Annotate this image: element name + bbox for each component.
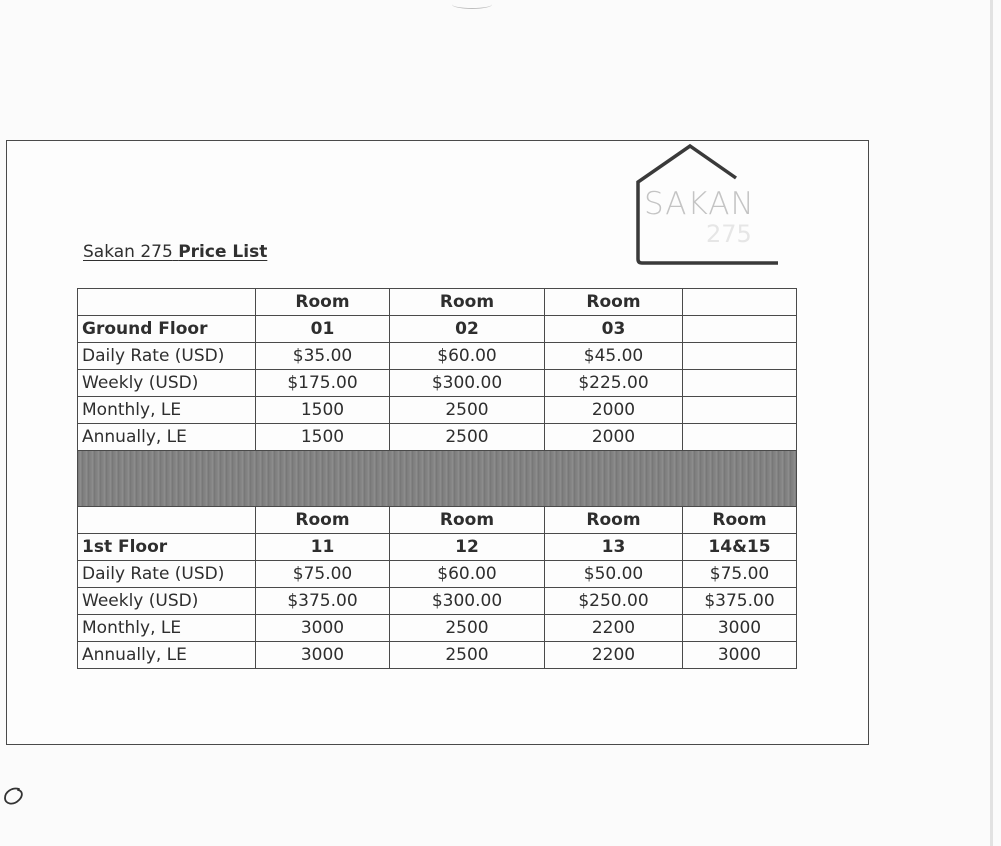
rate-label: Daily Rate (USD): [78, 561, 256, 588]
price-list-frame: [6, 140, 869, 745]
room-number: 02: [390, 316, 545, 343]
rate-value: $60.00: [390, 343, 545, 370]
logo-number: 275: [706, 220, 752, 248]
rate-value: $375.00: [256, 588, 390, 615]
first-floor-row: [78, 534, 797, 561]
floor-separator-band: [78, 451, 797, 507]
table-cell: [78, 289, 256, 316]
floor-label: Ground Floor: [78, 316, 256, 343]
rate-value: [683, 343, 797, 370]
rate-value: 2500: [390, 615, 545, 642]
table-cell: Room: [390, 289, 545, 316]
floor-label: 1st Floor: [78, 534, 256, 561]
rate-value: $225.00: [545, 370, 683, 397]
rate-label: Daily Rate (USD): [78, 343, 256, 370]
rate-value: $45.00: [545, 343, 683, 370]
rate-value: [683, 397, 797, 424]
room-number: 11: [256, 534, 390, 561]
table-row: [78, 343, 797, 370]
sakan-logo: [630, 142, 780, 270]
rate-value: $175.00: [256, 370, 390, 397]
rate-value: $250.00: [545, 588, 683, 615]
table-row: [78, 561, 797, 588]
room-number: 03: [545, 316, 683, 343]
logo-word: SAKAN: [644, 186, 755, 222]
table-row: [78, 642, 797, 669]
table-row: [78, 370, 797, 397]
rate-value: $50.00: [545, 561, 683, 588]
room-number: 01: [256, 316, 390, 343]
page-title: [83, 242, 267, 262]
rate-value: $300.00: [390, 370, 545, 397]
rate-value: $375.00: [683, 588, 797, 615]
table-row: [78, 588, 797, 615]
table-row: [78, 615, 797, 642]
title-prefix: Sakan 275: [83, 242, 173, 262]
rate-value: 3000: [256, 642, 390, 669]
table-row: [78, 397, 797, 424]
rate-value: 1500: [256, 397, 390, 424]
rate-label: Weekly (USD): [78, 370, 256, 397]
rate-value: $75.00: [683, 561, 797, 588]
rate-value: $60.00: [390, 561, 545, 588]
first-room-header-row: [78, 507, 797, 534]
rate-value: [683, 424, 797, 451]
rate-label: Monthly, LE: [78, 397, 256, 424]
rate-value: $300.00: [390, 588, 545, 615]
table-cell: Room: [390, 507, 545, 534]
ground-room-header-row: [78, 289, 797, 316]
rate-label: Annually, LE: [78, 642, 256, 669]
rate-value: 1500: [256, 424, 390, 451]
rate-value: [683, 370, 797, 397]
top-scan-mark: [452, 0, 492, 9]
rate-value: 2200: [545, 642, 683, 669]
table-cell: Room: [256, 289, 390, 316]
rate-value: 2500: [390, 397, 545, 424]
room-number: 13: [545, 534, 683, 561]
rate-value: 2500: [390, 642, 545, 669]
rate-value: $35.00: [256, 343, 390, 370]
rate-value: 2000: [545, 424, 683, 451]
table-row: [78, 424, 797, 451]
table-cell: Room: [256, 507, 390, 534]
rate-value: 2000: [545, 397, 683, 424]
separator-cell: [78, 451, 797, 507]
table-cell: [683, 289, 797, 316]
room-number: 14&15: [683, 534, 797, 561]
table-cell: Room: [545, 507, 683, 534]
rate-value: 2200: [545, 615, 683, 642]
rate-label: Weekly (USD): [78, 588, 256, 615]
rate-label: Monthly, LE: [78, 615, 256, 642]
table-cell: [78, 507, 256, 534]
rate-value: 3000: [683, 642, 797, 669]
rate-value: 3000: [256, 615, 390, 642]
rate-value: $75.00: [256, 561, 390, 588]
room-number: [683, 316, 797, 343]
room-number: 12: [390, 534, 545, 561]
rate-label: Annually, LE: [78, 424, 256, 451]
page-edge: [990, 0, 993, 846]
rate-value: 3000: [683, 615, 797, 642]
title-suffix: Price List: [178, 242, 268, 262]
pen-stroke-mark: [2, 786, 26, 808]
price-table: [77, 288, 797, 669]
table-cell: Room: [545, 289, 683, 316]
ground-floor-row: [78, 316, 797, 343]
table-cell: Room: [683, 507, 797, 534]
rate-value: 2500: [390, 424, 545, 451]
